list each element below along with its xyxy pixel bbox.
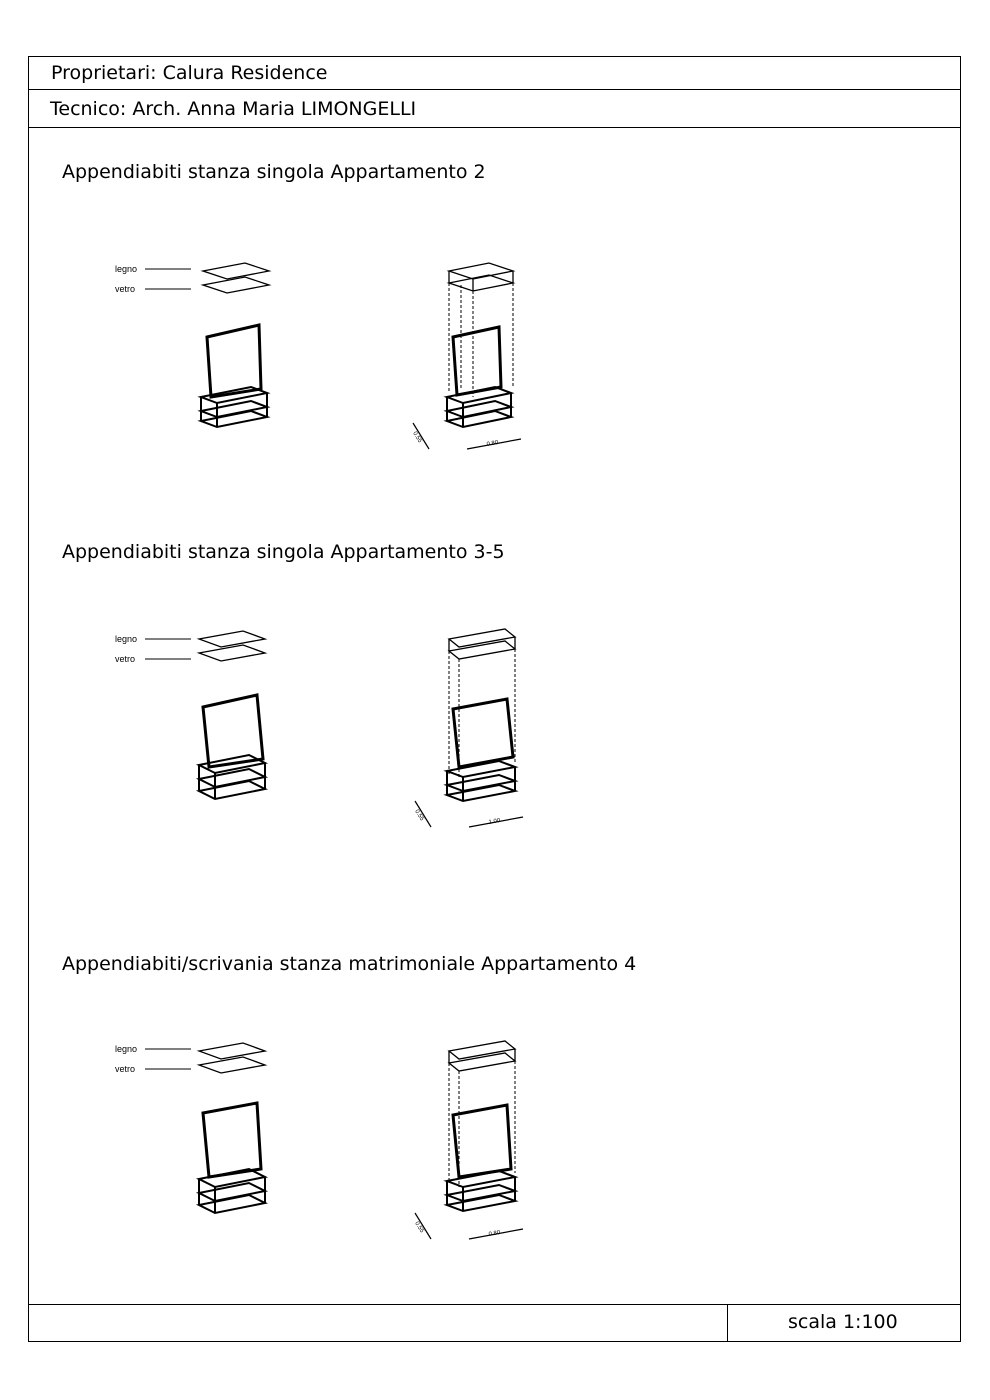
footer-empty-cell (29, 1305, 728, 1341)
label-wood: legno (115, 634, 138, 644)
label-wood: legno (115, 264, 138, 274)
isometric-drawing (29, 237, 629, 477)
dimension-depth: 0.55 (411, 430, 423, 444)
title-block-footer (29, 1304, 960, 1341)
furniture-drawing (29, 607, 629, 847)
isometric-drawing (29, 1017, 629, 1257)
dimension-width: 1.00 (488, 818, 501, 826)
label-wood: legno (115, 1044, 138, 1054)
drawing-sheet (28, 56, 961, 1342)
scale-label: scala 1:100 (788, 1311, 898, 1333)
furniture-drawing (29, 1017, 629, 1257)
section-title: Appendiabiti stanza singola Appartamento 2 (62, 161, 486, 183)
label-glass: vetro (115, 1064, 136, 1074)
section-title: Appendiabiti stanza singola Appartamento 3-5 (62, 541, 505, 563)
furniture-drawing (29, 237, 629, 477)
dimension-width: 0.80 (486, 440, 499, 448)
owners-label: Proprietari: Calura Residence (51, 62, 328, 84)
technician-label: Tecnico: Arch. Anna Maria LIMONGELLI (50, 98, 417, 120)
technician-row (29, 90, 960, 128)
dimension-width: 0.80 (488, 1230, 501, 1238)
section-title: Appendiabiti/scrivania stanza matrimoniale Appartamento 4 (62, 953, 637, 975)
owners-row (29, 57, 960, 90)
label-glass: vetro (115, 654, 136, 664)
dimension-depth: 0.55 (413, 1220, 425, 1234)
dimension-depth: 0.55 (413, 808, 425, 822)
isometric-drawing (29, 607, 629, 847)
label-glass: vetro (115, 284, 136, 294)
